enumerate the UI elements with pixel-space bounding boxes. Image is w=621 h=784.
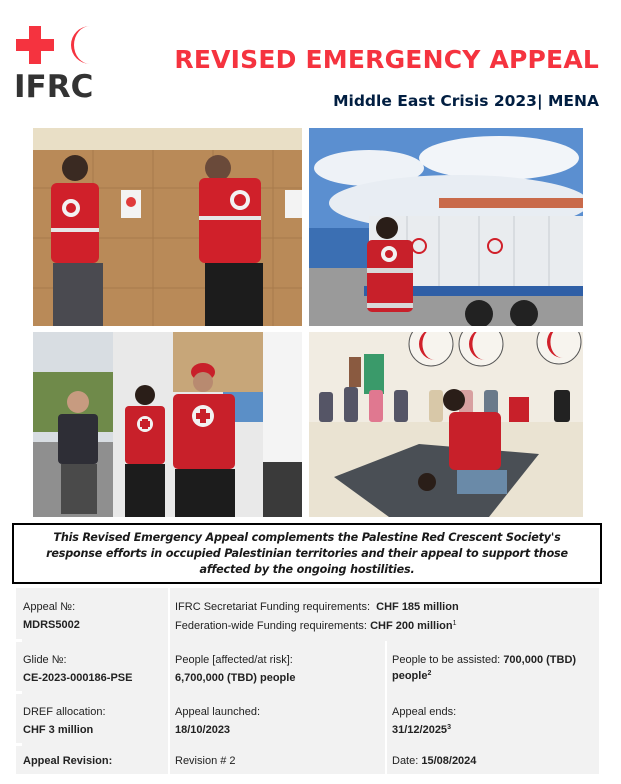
footnote-3: 3 [447, 724, 451, 731]
revision-date-cell [386, 745, 599, 774]
dref-allocation-label: DREF allocation: [23, 706, 106, 718]
federation-funding-label: Federation-wide Funding requirements: [175, 620, 367, 632]
appeal-revision-label: Appeal Revision: [23, 755, 113, 767]
revision-number-cell [169, 745, 385, 774]
row-divider [16, 743, 22, 746]
row-divider [16, 691, 22, 694]
ifrc-funding-label: IFRC Secretariat Funding requirements: [175, 601, 371, 613]
red-crescent-icon [66, 25, 98, 65]
summary-box [12, 523, 602, 584]
appeal-number-cell [16, 588, 168, 641]
photo-volunteers-unloading-truck [33, 332, 302, 517]
people-assisted-value: 700,000 (TBD) [503, 654, 577, 666]
info-row-people [16, 641, 599, 693]
dref-allocation-cell [16, 693, 168, 745]
appeal-launched-label: Appeal launched: [175, 706, 261, 718]
summary-text: This Revised Emergency Appeal complements the Palestine Red Crescent Society's response efforts in occupied Palestinian territories and their appeal to support those affected by the ongoing hostilities. [46, 530, 568, 576]
page-subtitle: Middle East Crisis 2023| MENA [333, 92, 599, 110]
ifrc-wordmark: IFRC [14, 69, 94, 105]
people-affected-label: People [affected/at risk]: [175, 654, 293, 666]
red-cross-icon-vertical [29, 26, 41, 64]
funding-requirements-cell [169, 588, 599, 641]
appeal-launched-cell [169, 693, 385, 745]
appeal-ends-value: 31/12/2025 [392, 724, 448, 736]
glide-number-label: Glide №: [23, 654, 67, 666]
people-assisted-cell [386, 641, 599, 693]
federation-funding-line [175, 618, 599, 635]
appeal-ends-label: Appeal ends: [392, 706, 457, 718]
appeal-info-table [16, 588, 599, 774]
ifrc-funding-value: CHF 185 million [376, 601, 459, 613]
revision-number-value: Revision # 2 [175, 755, 236, 767]
footnote-2: 2 [427, 670, 432, 677]
footnote-1: 1 [452, 620, 457, 627]
people-assisted-unit: people [392, 670, 428, 682]
revision-date-label: Date: [392, 755, 419, 767]
people-assisted-line [392, 652, 599, 669]
appeal-number-value: MDRS5002 [23, 619, 80, 631]
people-affected-value: 6,700,000 (TBD) people [175, 672, 296, 684]
page-title: REVISED EMERGENCY APPEAL [174, 45, 599, 74]
people-assisted-cont [392, 669, 599, 684]
info-row-appeal [16, 588, 599, 641]
info-row-dates [16, 693, 599, 745]
revision-date-line [392, 752, 599, 771]
dref-allocation-value: CHF 3 million [23, 724, 94, 736]
people-affected-cell [169, 641, 385, 693]
row-divider [16, 639, 22, 642]
ifrc-funding-line [175, 599, 599, 616]
photo-volunteers-labelling-boxes [33, 128, 302, 326]
appeal-ends-line [392, 721, 599, 740]
revision-date-value: 15/08/2024 [421, 755, 477, 767]
federation-funding-value: CHF 200 million [370, 620, 453, 632]
glide-number-value: CE-2023-000186-PSE [23, 672, 133, 684]
info-row-revision [16, 745, 599, 774]
people-assisted-label: People to be assisted: [392, 654, 501, 666]
photo-truck-relief-parcels [309, 128, 583, 326]
appeal-launched-value: 18/10/2023 [175, 724, 231, 736]
appeal-revision-cell [16, 745, 168, 774]
photo-first-aid-training [309, 332, 583, 517]
appeal-number-label: Appeal №: [23, 601, 76, 613]
glide-number-cell [16, 641, 168, 693]
appeal-ends-cell [386, 693, 599, 745]
ifrc-logo [14, 24, 100, 104]
